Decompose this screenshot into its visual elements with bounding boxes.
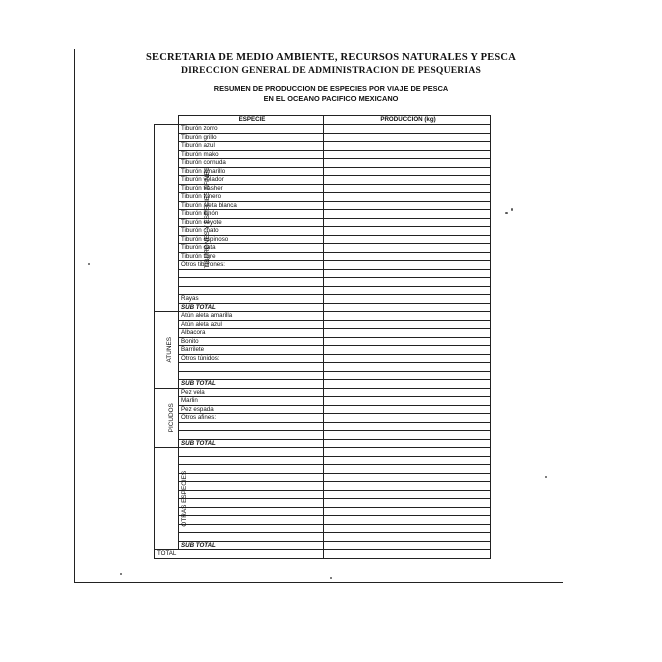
species-cell <box>179 465 324 474</box>
production-cell[interactable] <box>324 133 491 142</box>
production-cell[interactable] <box>324 354 491 363</box>
subtotal-value-cell[interactable] <box>324 439 491 448</box>
table-row <box>155 431 491 440</box>
production-cell[interactable] <box>324 405 491 414</box>
species-cell <box>179 363 324 372</box>
production-cell[interactable] <box>324 312 491 321</box>
table-row <box>155 312 491 321</box>
table-row <box>155 278 491 287</box>
table-row <box>155 490 491 499</box>
species-column-header: ESPECIE <box>179 116 324 125</box>
species-cell: Tiburón mako <box>179 150 324 159</box>
table-row <box>155 405 491 414</box>
species-cell <box>179 516 324 525</box>
subtotal-value-cell[interactable] <box>324 380 491 389</box>
species-cell: Marlin <box>179 397 324 406</box>
production-cell[interactable] <box>324 422 491 431</box>
production-cell[interactable] <box>324 125 491 134</box>
species-cell: Tiburón amarillo <box>179 167 324 176</box>
header-blank-cell <box>155 116 179 125</box>
species-cell: Tiburón trasher <box>179 184 324 193</box>
total-label: TOTAL <box>155 550 324 559</box>
species-cell: Barrilete <box>179 346 324 355</box>
species-cell: Atún aleta amarilla <box>179 312 324 321</box>
species-cell: Rayas <box>179 295 324 304</box>
table-row <box>155 507 491 516</box>
production-cell[interactable] <box>324 167 491 176</box>
group-label-cell <box>155 448 189 550</box>
table-row <box>155 133 491 142</box>
total-row <box>155 550 491 559</box>
production-column-header: PRODUCCION (kg) <box>324 116 491 125</box>
production-cell[interactable] <box>324 252 491 261</box>
production-cell[interactable] <box>324 473 491 482</box>
production-table <box>154 115 491 559</box>
group-label-cell <box>155 388 179 448</box>
table-row <box>155 329 491 338</box>
production-cell[interactable] <box>324 184 491 193</box>
group-label: PICUDOS <box>167 403 175 433</box>
production-cell[interactable] <box>324 448 491 457</box>
production-cell[interactable] <box>324 499 491 508</box>
group-label-cell <box>155 312 179 389</box>
table-row <box>155 388 491 397</box>
production-cell[interactable] <box>324 193 491 202</box>
table-row <box>155 269 491 278</box>
table-header-row <box>155 116 491 125</box>
scan-speck <box>505 212 508 214</box>
production-cell[interactable] <box>324 346 491 355</box>
subtotal-row <box>155 541 491 550</box>
species-cell: Tiburón volador <box>179 176 324 185</box>
species-cell: Tiburón gata <box>179 244 324 253</box>
production-cell[interactable] <box>324 516 491 525</box>
species-cell: Tiburón chato <box>179 227 324 236</box>
production-cell[interactable] <box>324 337 491 346</box>
total-value-cell[interactable] <box>324 550 491 559</box>
table-row <box>155 448 491 457</box>
form-subtitle: EN EL OCEANO PACIFICO MEXICANO <box>263 94 399 103</box>
species-cell <box>179 490 324 499</box>
subtotal-label: SUB TOTAL <box>179 541 324 550</box>
production-cell[interactable] <box>324 397 491 406</box>
production-cell[interactable] <box>324 159 491 168</box>
subtotal-value-cell[interactable] <box>324 541 491 550</box>
subtotal-label: SUB TOTAL <box>179 380 324 389</box>
table-row <box>155 499 491 508</box>
production-cell[interactable] <box>324 329 491 338</box>
species-cell <box>179 524 324 533</box>
table-row <box>155 150 491 159</box>
header-directorate: DIRECCION GENERAL DE ADMINISTRACION DE PESQUERIAS <box>180 65 482 76</box>
subtotal-label: SUB TOTAL <box>179 303 324 312</box>
production-cell[interactable] <box>324 507 491 516</box>
production-cell[interactable] <box>324 363 491 372</box>
species-cell: Albacora <box>179 329 324 338</box>
table-row <box>155 159 491 168</box>
species-cell <box>179 269 324 278</box>
species-cell: Tiburón grillo <box>179 133 324 142</box>
species-cell <box>179 507 324 516</box>
production-cell[interactable] <box>324 414 491 423</box>
production-cell[interactable] <box>324 320 491 329</box>
species-cell: Pez vela <box>179 388 324 397</box>
species-cell: Tiburón coyote <box>179 218 324 227</box>
table-row <box>155 371 491 380</box>
form-title: RESUMEN DE PRODUCCION DE ESPECIES POR VIAJE DE PESCA <box>213 84 449 93</box>
species-cell: Otros afines: <box>179 414 324 423</box>
species-cell <box>179 448 324 457</box>
production-cell[interactable] <box>324 371 491 380</box>
production-cell[interactable] <box>324 278 491 287</box>
group-label: OTRAS ESPECIES <box>181 470 189 527</box>
species-cell <box>179 422 324 431</box>
species-cell <box>179 431 324 440</box>
production-cell[interactable] <box>324 388 491 397</box>
production-cell[interactable] <box>324 533 491 542</box>
scan-speck <box>88 263 90 265</box>
scan-speck <box>120 573 122 575</box>
production-cell[interactable] <box>324 244 491 253</box>
species-cell: Tiburón espinoso <box>179 235 324 244</box>
production-cell[interactable] <box>324 524 491 533</box>
table-row <box>155 465 491 474</box>
species-cell: Tiburón zorro <box>179 125 324 134</box>
species-cell: Pez espada <box>179 405 324 414</box>
species-cell <box>179 533 324 542</box>
table-row <box>155 286 491 295</box>
group-label: ATUNES <box>165 337 173 363</box>
subtotal-value-cell[interactable] <box>324 303 491 312</box>
table-row <box>155 456 491 465</box>
production-cell[interactable] <box>324 227 491 236</box>
species-cell: Tiburón tigre <box>179 252 324 261</box>
table-row <box>155 363 491 372</box>
production-cell[interactable] <box>324 295 491 304</box>
subtotal-label: SUB TOTAL <box>179 439 324 448</box>
species-cell <box>179 278 324 287</box>
table-row <box>155 473 491 482</box>
production-cell[interactable] <box>324 269 491 278</box>
subtotal-row <box>155 380 491 389</box>
table-row <box>155 320 491 329</box>
species-cell: Tiburón tunero <box>179 193 324 202</box>
production-cell[interactable] <box>324 431 491 440</box>
table-row <box>155 533 491 542</box>
group-label: TIBURONES Y ESPECIES AFINES <box>203 167 211 269</box>
production-cell[interactable] <box>324 235 491 244</box>
production-cell[interactable] <box>324 286 491 295</box>
production-cell[interactable] <box>324 261 491 270</box>
species-cell: Tiburón limón <box>179 210 324 219</box>
species-cell: Atún aleta azul <box>179 320 324 329</box>
production-cell[interactable] <box>324 218 491 227</box>
production-cell[interactable] <box>324 490 491 499</box>
production-cell[interactable] <box>324 142 491 151</box>
species-cell <box>179 286 324 295</box>
species-cell: Otros tiburones: <box>179 261 324 270</box>
subtotal-row <box>155 303 491 312</box>
species-cell: Otros túnidos: <box>179 354 324 363</box>
scan-speck <box>511 208 513 211</box>
production-cell[interactable] <box>324 150 491 159</box>
species-cell: Tiburón azul <box>179 142 324 151</box>
production-cell[interactable] <box>324 456 491 465</box>
table-row <box>155 482 491 491</box>
table-row <box>155 346 491 355</box>
scan-speck <box>330 577 332 579</box>
species-cell <box>179 371 324 380</box>
species-cell: Tiburón aleta blanca <box>179 201 324 210</box>
production-cell[interactable] <box>324 201 491 210</box>
table-row <box>155 397 491 406</box>
scan-speck <box>545 476 547 478</box>
species-cell <box>179 456 324 465</box>
production-cell[interactable] <box>324 176 491 185</box>
species-cell: Bonito <box>179 337 324 346</box>
table-row <box>155 295 491 304</box>
species-cell: Tiburón cornuda <box>179 159 324 168</box>
species-cell <box>179 473 324 482</box>
table-row <box>155 125 491 134</box>
production-cell[interactable] <box>324 482 491 491</box>
header-ministry: SECRETARIA DE MEDIO AMBIENTE, RECURSOS NATURALES Y PESCA <box>145 52 516 63</box>
table-row <box>155 337 491 346</box>
table-row <box>155 524 491 533</box>
table-row <box>155 422 491 431</box>
production-cell[interactable] <box>324 210 491 219</box>
subtotal-row <box>155 439 491 448</box>
table-row <box>155 414 491 423</box>
production-cell[interactable] <box>324 465 491 474</box>
species-cell <box>179 482 324 491</box>
table-row <box>155 142 491 151</box>
table-row <box>155 516 491 525</box>
species-cell <box>179 499 324 508</box>
table-row <box>155 354 491 363</box>
